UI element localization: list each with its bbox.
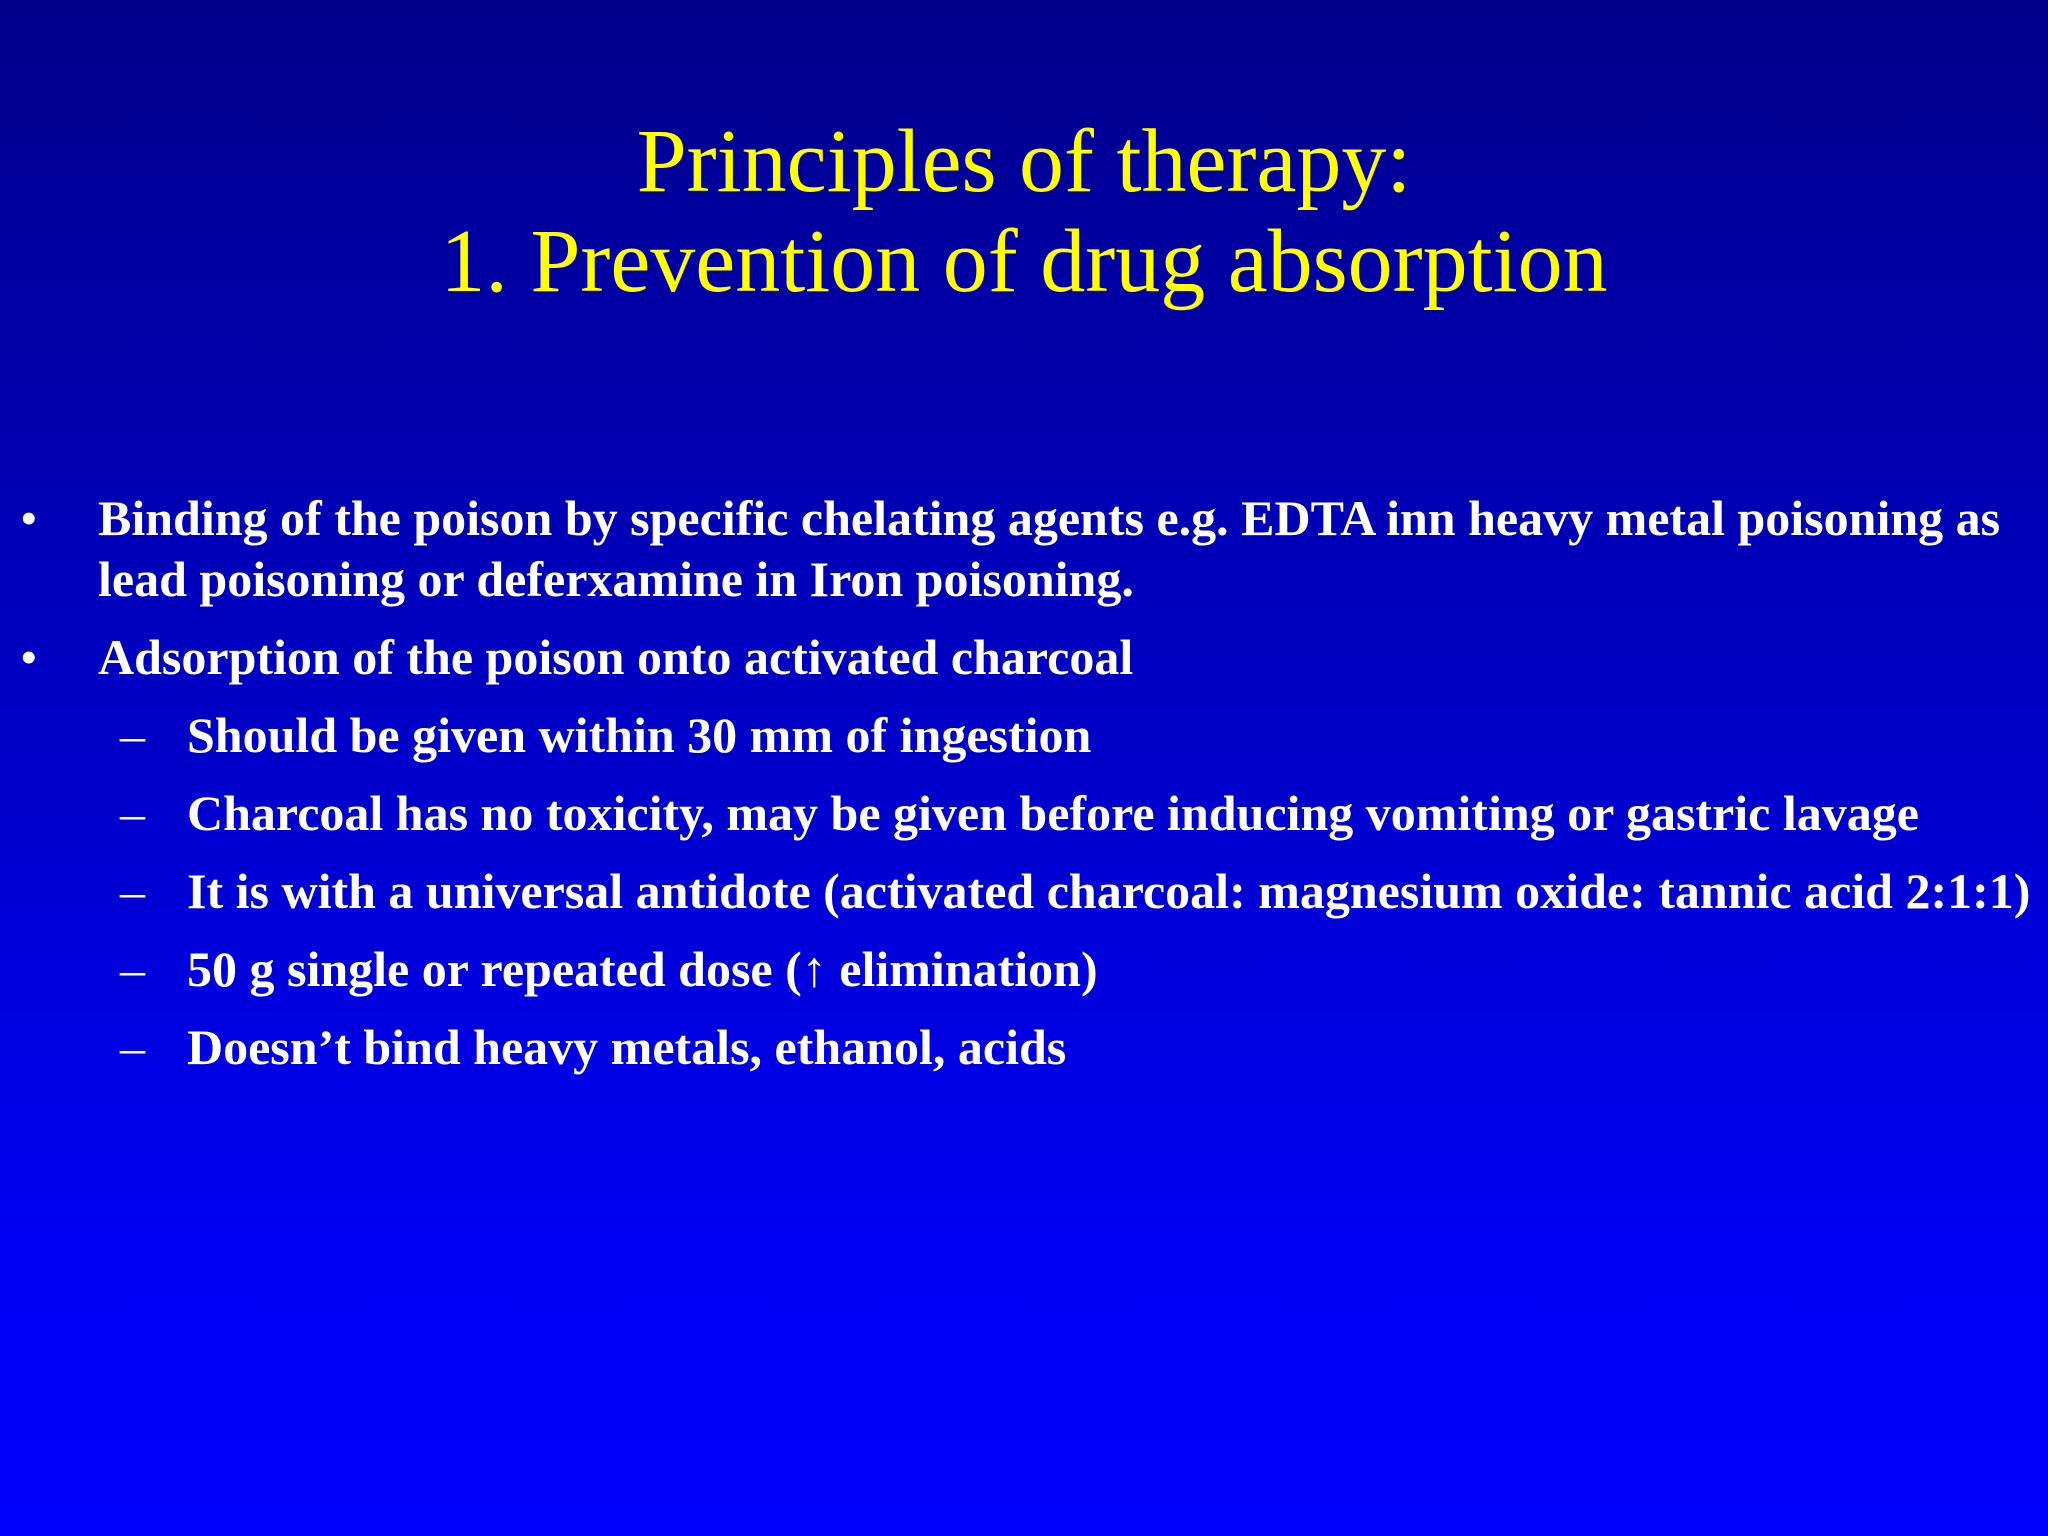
bullet-marker: • [20, 490, 38, 546]
bullet-text: Binding of the poison by specific chelating agents e.g. EDTA inn heavy metal poisoning as lead poisoning or deferxamine in Iron poisoning. [98, 490, 2001, 607]
dash-marker: – [120, 863, 145, 919]
sub-item-text: Doesn’t bind heavy metals, ethanol, acids [187, 1019, 1067, 1075]
sub-item-universal-antidote [0, 861, 2048, 922]
dash-marker: – [120, 1019, 145, 1075]
sub-item-timing [0, 705, 2048, 766]
bullet-item-charcoal [0, 627, 2048, 688]
dash-marker: – [120, 785, 145, 841]
sub-item-text: It is with a universal antidote (activated charcoal: magnesium oxide: tannic acid 2:1:1) [187, 863, 2031, 919]
sub-item-toxicity [0, 783, 2048, 844]
sub-item-dose [0, 939, 2048, 1000]
title-line-2: 1. Prevention of drug absorption [440, 212, 1608, 311]
bullet-marker: • [20, 629, 38, 685]
sub-item-limitations [0, 1017, 2048, 1078]
dash-marker: – [120, 707, 145, 763]
bullet-item-chelating [0, 488, 2048, 610]
sub-item-text: Should be given within 30 mm of ingestion [187, 707, 1092, 763]
bullet-text: Adsorption of the poison onto activated charcoal [98, 629, 1134, 685]
slide-title [0, 112, 2048, 312]
slide-body [0, 488, 2048, 1095]
sub-item-text: 50 g single or repeated dose (↑ elimination) [187, 941, 1098, 997]
sub-item-text: Charcoal has no toxicity, may be given before inducing vomiting or gastric lavage [187, 785, 1919, 841]
dash-marker: – [120, 941, 145, 997]
title-line-1: Principles of therapy: [636, 112, 1412, 211]
